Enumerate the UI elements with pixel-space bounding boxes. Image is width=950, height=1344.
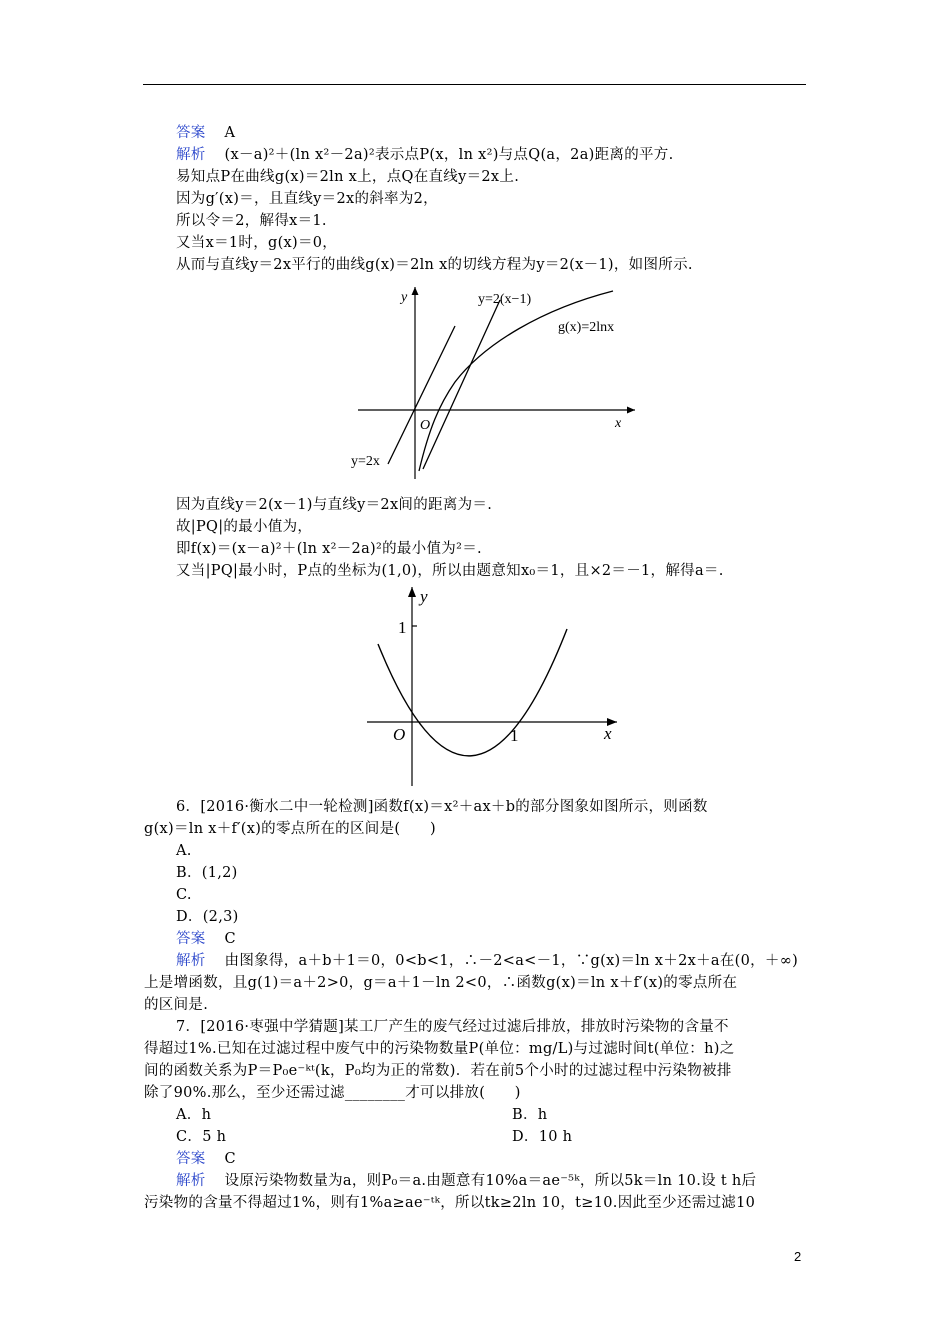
y-axis-arrow xyxy=(408,587,416,597)
question-6-stem: 6．[2016·衡水二中一轮检测]函数f(x)＝x²＋ax＋b的部分图象如图所示，则函数 xyxy=(176,799,708,815)
option-a: A. xyxy=(176,843,192,859)
analysis-line: 因为g′(x)＝，且直线y＝2x的斜率为2， xyxy=(176,191,438,207)
analysis-line: 又当|PQ|最小时，P点的坐标为(1,0)，所以由题意知x₀＝1，且×2＝－1，解得a＝. xyxy=(176,563,724,579)
analysis-label: 解析 xyxy=(176,147,206,163)
analysis-row-1 xyxy=(176,145,674,165)
analysis-text: (x－a)²＋(ln x²－2a)²表示点P(x，ln x²)与点Q(a，2a)距离的平方. xyxy=(224,147,674,163)
analysis-line: 所以令＝2，解得x＝1. xyxy=(176,213,327,229)
answer-label: 答案 xyxy=(176,1151,206,1167)
y-axis-label: y xyxy=(401,290,408,305)
line-y-2x xyxy=(388,326,455,464)
analysis-label: 解析 xyxy=(176,1173,206,1189)
y-axis-arrow xyxy=(412,287,419,295)
x-axis-label: x xyxy=(604,724,612,743)
x-axis-arrow xyxy=(627,407,635,414)
origin-label: O xyxy=(393,725,406,744)
option-d: D．(2,3) xyxy=(176,909,239,925)
parabola-figure xyxy=(345,581,630,787)
analysis-line: 即f(x)＝(x－a)²＋(ln x²－2a)²的最小值为²＝. xyxy=(176,541,482,557)
answer-row-7 xyxy=(176,1149,236,1169)
question-7-stem: 7．[2016·枣强中学猜题]某工厂产生的废气经过过滤后排放，排放时污染物的含量不 xyxy=(176,1019,729,1035)
option-d: D．10 h xyxy=(512,1129,573,1145)
answer-value: A xyxy=(224,125,236,141)
analysis-line: 的区间是. xyxy=(144,997,209,1013)
x-tick-label: 1 xyxy=(510,726,519,745)
answer-row-1 xyxy=(176,123,235,143)
question-6-stem: g(x)＝ln x＋f′(x)的零点所在的区间是( ) xyxy=(144,821,436,837)
analysis-text: 设原污染物数量为a，则P₀＝a.由题意有10%a＝ae⁻⁵ᵏ，所以5k＝ln 10.设 t h后 xyxy=(224,1173,757,1189)
tangent-label: y=2(x−1) xyxy=(478,292,532,307)
curve-label: g(x)=2lnx xyxy=(558,320,615,335)
analysis-line: 上是增函数，且g(1)＝a＋2>0，g＝a＋1－ln 2<0，∴函数g(x)＝ln x＋f′(x)的零点所在 xyxy=(144,975,738,991)
option-c: C. xyxy=(176,887,192,903)
x-axis-label: x xyxy=(615,416,622,431)
option-c: C．5 h xyxy=(176,1129,227,1145)
line-label: y=2x xyxy=(351,454,380,469)
answer-value: C xyxy=(224,931,236,947)
answer-label: 答案 xyxy=(176,125,206,141)
analysis-text: 由图象得，a＋b＋1＝0，0<b<1，∴－2<a<－1，∵g(x)＝ln x＋2x＋a在(0，＋∞) xyxy=(224,953,799,969)
tangent-line xyxy=(423,300,500,469)
origin-label: O xyxy=(420,418,431,433)
page-number: 2 xyxy=(794,1249,802,1264)
analysis-label: 解析 xyxy=(176,953,206,969)
parabola-curve xyxy=(378,629,567,756)
analysis-line: 易知点P在曲线g(x)＝2ln x上，点Q在直线y＝2x上. xyxy=(176,169,520,185)
answer-label: 答案 xyxy=(176,931,206,947)
answer-row-6 xyxy=(176,929,236,949)
y-axis-label: y xyxy=(420,587,428,606)
analysis-row-7 xyxy=(176,1171,756,1191)
analysis-line: 污染物的含量不得超过1%，则有1%a≥ae⁻ᵗᵏ，所以tk≥2ln 10，t≥10.因此至少还需过滤10 xyxy=(144,1195,756,1211)
analysis-line: 因为直线y＝2(x－1)与直线y＝2x间的距离为＝. xyxy=(176,497,493,513)
option-b: B．h xyxy=(512,1107,548,1123)
question-7-stem: 得超过1%.已知在过滤过程中废气中的污染物数量P(单位：mg/L)与过滤时间t(单位：h)之 xyxy=(144,1041,735,1057)
header-rule xyxy=(143,84,806,85)
question-7-stem: 间的函数关系为P＝P₀e⁻ᵏᵗ(k，P₀均为正的常数)．若在前5个小时的过滤过程中污染物被排 xyxy=(144,1063,732,1079)
analysis-row-6 xyxy=(176,951,798,971)
option-b: B．(1,2) xyxy=(176,865,238,881)
analysis-line: 又当x＝1时，g(x)＝0， xyxy=(176,235,338,251)
curve-g xyxy=(419,291,613,471)
answer-value: C xyxy=(224,1151,236,1167)
option-a: A．h xyxy=(176,1107,212,1123)
y-tick-label: 1 xyxy=(398,618,407,637)
question-7-stem: 除了90%.那么，至少还需过滤________才可以排放( ) xyxy=(144,1085,521,1101)
analysis-line: 从而与直线y＝2x平行的曲线g(x)＝2ln x的切线方程为y＝2(x－1)，如图所示. xyxy=(176,257,693,273)
tangent-figure xyxy=(343,279,643,484)
analysis-line: 故|PQ|的最小值为， xyxy=(176,519,313,535)
